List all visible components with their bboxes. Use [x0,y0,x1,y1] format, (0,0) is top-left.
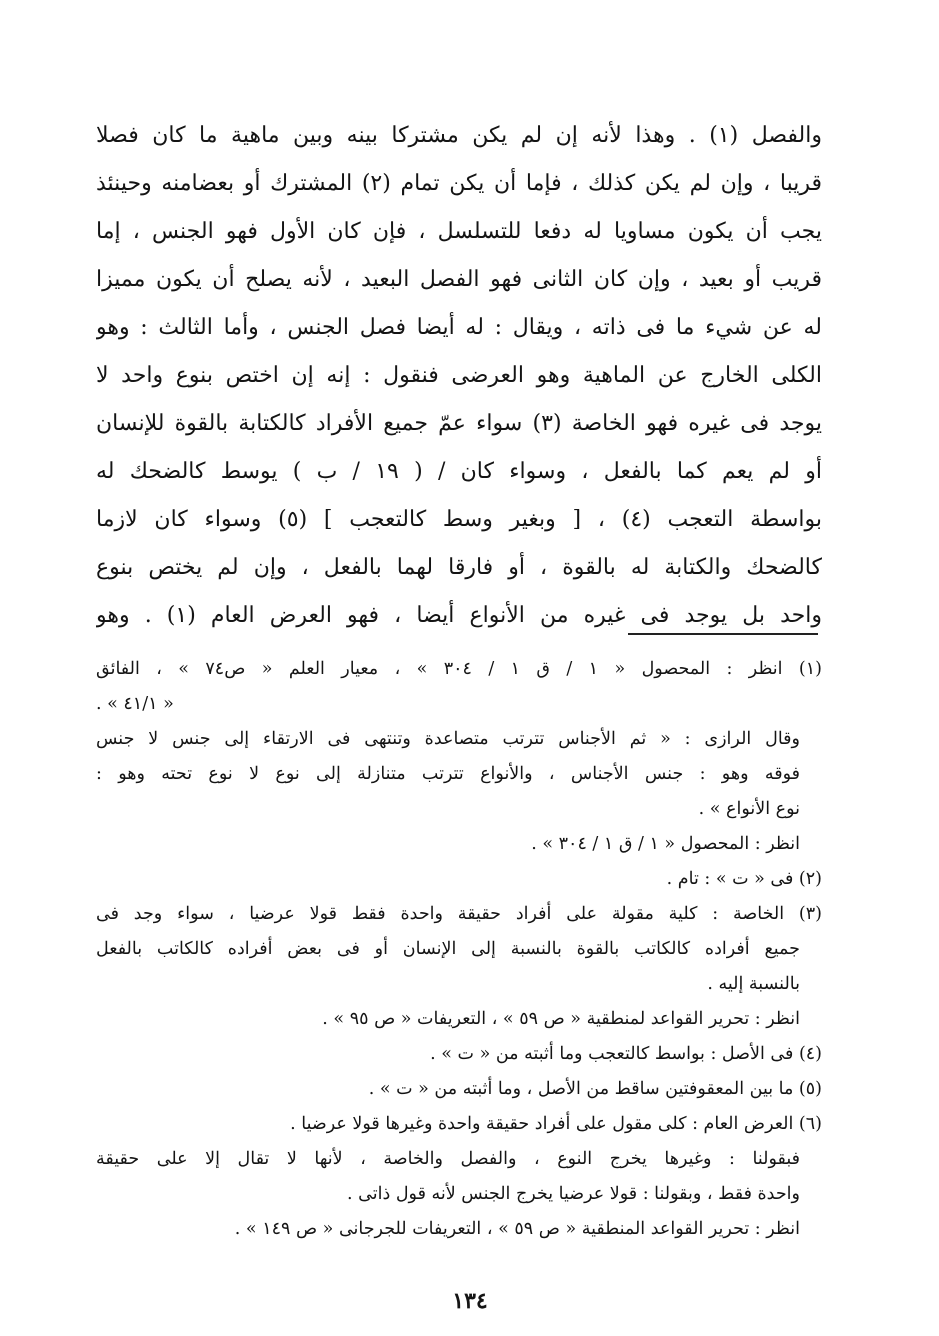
footnote-line: بالنسبة إليه . [707,974,800,994]
main-line: واحد بل يوجد فى غيره من الأنواع أيضا ، فهو العرض العام (١) . وهو [96,603,822,628]
main-line: والفصل (١) . وهذا لأنه إن لم يكن مشتركا بينه وبين ماهية ما كان فصلا [96,123,822,148]
main-line: له عن شيء ما فى ذاته ، ويقال : له أيضا فصل الجنس ، وأما الثالث : وهو [96,315,822,340]
footnote-separator [628,633,818,635]
main-line: قريبا ، وإن لم يكن كذلك ، فإما أن يكن تمام (٢) المشترك أو بعضامنه وحينئذ [96,171,822,196]
footnote-line: (٥) ما بين المعقوفتين ساقط من الأصل ، وما أثبته من « ت » . [368,1079,822,1099]
footnote-line: فبقولنا : وغيرها يخرج النوع ، والفصل والخاصة ، لأنها لا تقال إلا على حقيقة [96,1149,800,1169]
main-line: الكلى الخارج عن الماهية وهو العرضى فنقول : إنه إن اختص بنوع واحد لا [96,363,822,388]
main-line: قريب أو بعيد ، وإن كان الثانى فهو الفصل البعيد ، لأنه يصلح أن يكون مميزا [96,267,822,292]
footnote-line: (٣) الخاصة : كلية مقولة على أفراد حقيقة واحدة فقط قولا عرضيا ، سواء وجد فى [96,904,822,924]
main-line: أو لم يعم كما بالفعل ، وسواء كان / ( ١٩ / ب ) يوسط كالضحك له [96,459,822,484]
footnote-line: انظر : المحصول « ١ / ق ١ / ٣٠٤ » . [531,834,800,854]
footnotes [96,652,822,1247]
footnote-line: انظر : تحرير القواعد المنطقية « ص ٥٩ » ، التعريفات للجرجانى « ص ١٤٩ » . [234,1219,800,1239]
main-text [96,112,822,640]
footnote-line: (١) انظر : المحصول « ١ / ق ١ / ٣٠٤ » ، معيار العلم « ص٧٤ » ، الفائق [96,659,822,679]
footnote-line: فوقه وهو : جنس الأجناس ، والأنواع تترتب متنازلة إلى نوع لا نوع تحته وهو : [96,764,800,784]
footnote-line: واحدة فقط ، وبقولنا : قولا عرضيا يخرج الجنس لأنه قول ذاتى . [347,1184,800,1204]
footnote-line: (٦) العرض العام : كلى مقول على أفراد حقيقة واحدة وغيرها قولا عرضيا . [290,1114,822,1134]
footnote-line: (٤) فى الأصل : بواسط كالتعجب وما أثبته من « ت » . [430,1044,822,1064]
footnote-line: (٢) فى « ت » : تام . [666,869,822,889]
page-number: ١٣٤ [452,1288,488,1314]
footnote-line: وقال الرازى : « ثم الأجناس تترتب متصاعدة وتنتهى فى الارتقاء إلى جنس لا جنس [96,729,800,749]
footnote-line: نوع الأنواع » . [698,799,800,819]
main-line: يوجد فى غيره فهو الخاصة (٣) سواء عمّ جميع الأفراد كالكتابة بالقوة للإنسان [96,411,822,436]
main-line: كالضحك والكتابة له بالقوة ، أو فارقا لهما بالفعل ، وإن لم يختص بنوع [96,555,822,580]
main-line: بواسطة التعجب (٤) ، [ وبغير وسط كالتعجب ] (٥) وسواء كان لازما [96,507,822,532]
main-line: يجب أن يكون مساويا له دفعا للتسلسل ، فإن كان الأول فهو الجنس ، إما [96,219,822,244]
footnote-line: انظر : تحرير القواعد لمنطقية « ص ٥٩ » ، التعريفات « ص ٩٥ » . [322,1009,800,1029]
footnote-line: جميع أفراده كالكاتب بالقوة بالنسبة إلى الإنسان أو فى بعض أفراده كالكاتب بالفعل [96,939,800,959]
footnote-line: « ٤١/١ » . [96,694,174,714]
